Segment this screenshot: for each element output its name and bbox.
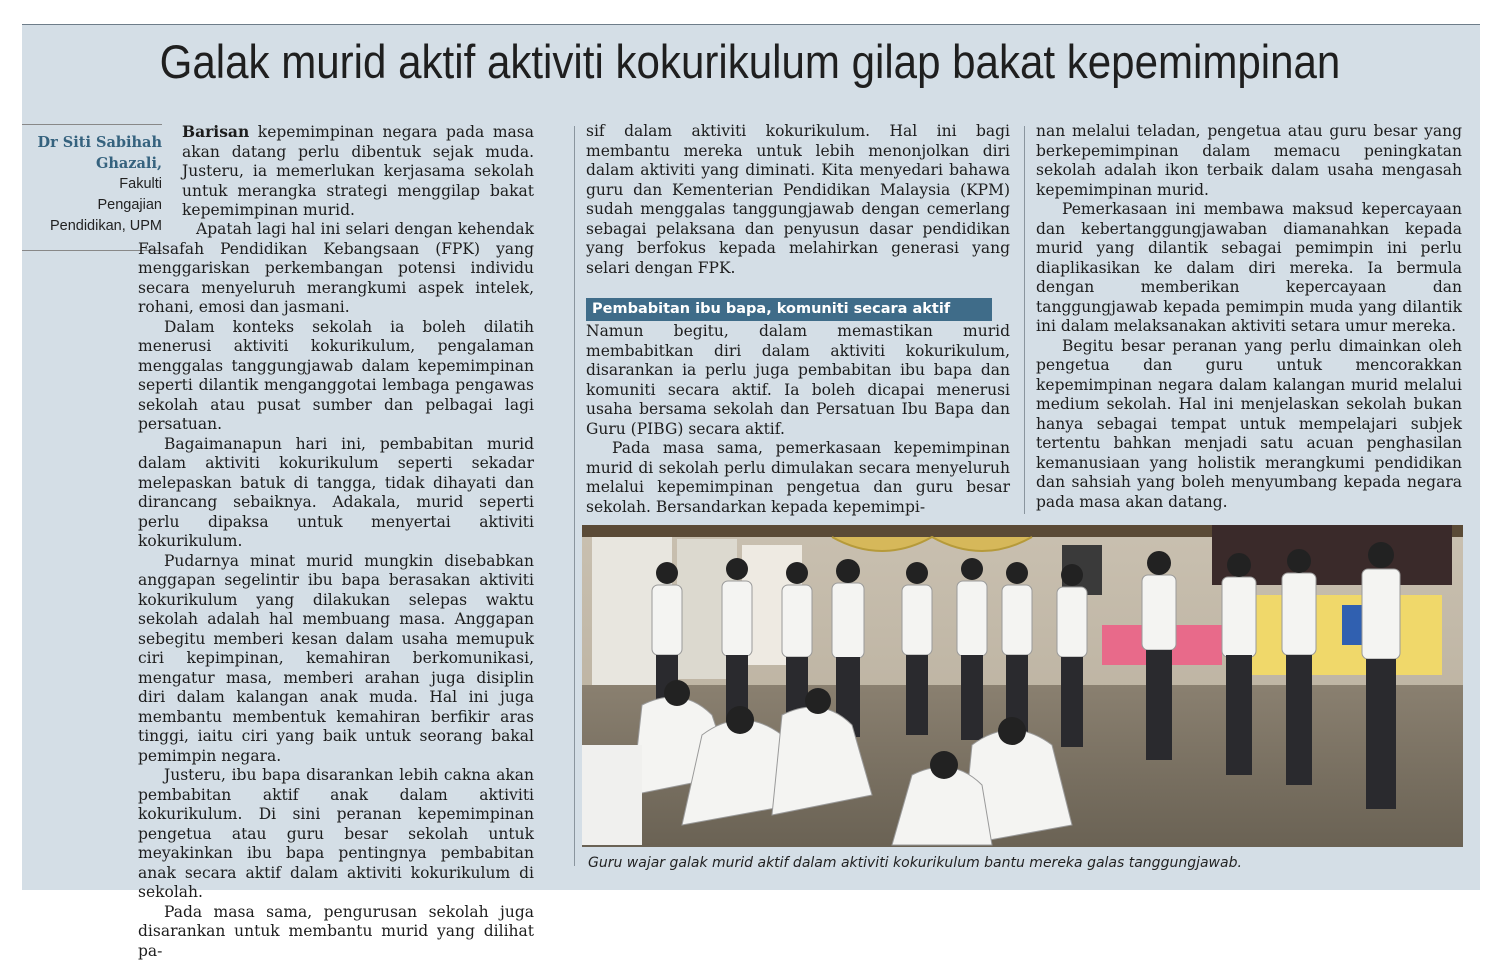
paragraph: Pemerkasaan ini membawa maksud kepercayaan dan kebertanggungjawaban diamanahkan kepada murid yang dilantik sebagai pemimpin ini perlu diaplikasikan ke dalam diri mereka. Ia bermula dengan memberikan kepercayaan dan tanggungjawab kepada pemimpin muda yang dilantik ini dalam melaksanakan aktiviti setara umur mereka.	[1036, 200, 1462, 337]
lead-word: Barisan	[182, 122, 249, 141]
paragraph: nan melalui teladan, pengetua atau guru besar yang berkepemimpinan dalam memacu peningkatan sekolah adalah ikon terbaik dalam usaha mengasah kepemimpinan murid.	[1036, 122, 1462, 200]
column-1-top	[182, 122, 534, 221]
author-rule-top	[22, 124, 162, 125]
paragraph: Justeru, ibu bapa disarankan lebih cakna akan pembabitan aktif anak dalam aktiviti kokurikulum. Di sini peranan kepemimpinan pengetua atau guru besar sekolah untuk meyakinkan ibu bapa pentingnya pembabitan anak secara aktif dalam aktiviti kokurikulum di sekolah.	[138, 766, 534, 903]
paragraph: sif dalam aktiviti kokurikulum. Hal ini bagi membantu mereka untuk lebih menonjolkan diri dalam aktiviti yang diminati. Kita menyedari bahawa guru dan Kementerian Pendidikan Malaysia (KPM) sudah menggalas tanggungjawab dengan cemerlang sebagai pelaksana dan penyusun dasar pendidikan yang berfokus kepada melahirkan generasi yang selari dengan FPK.	[586, 122, 1010, 278]
author-affiliation-line3: Pendidikan, UPM	[28, 216, 162, 237]
paragraph: Dalam konteks sekolah ia boleh dilatih menerusi aktiviti kokurikulum, pengalaman menggalas tanggungjawab dalam kepemimpinan seperti dilantik menganggotai lembaga pengawas sekolah atau pusat sumber dan pelbagai lagi persatuan.	[138, 318, 534, 435]
author-affiliation-line1: Fakulti	[28, 174, 162, 195]
column-divider-2	[1024, 126, 1025, 514]
paragraph: Pada masa sama, pengurusan sekolah juga disarankan untuk membantu murid yang dilihat pa-	[138, 903, 534, 961]
paragraph: Namun begitu, dalam memastikan murid membabitkan diri dalam aktiviti kokurikulum, disarankan ia perlu juga pembabitan ibu bapa dan komuniti secara aktif. Ia boleh dicapai menerusi usaha bersama sekolah dan Persatuan Ibu Bapa dan Guru (PIBG) secara aktif.	[586, 322, 1010, 439]
paragraph: Pada masa sama, pemerkasaan kepemimpinan murid di sekolah perlu dimulakan secara menyeluruh melalui kepemimpinan pengetua dan guru besar sekolah. Bersandarkan kepada kepemimpi-	[586, 439, 1010, 517]
photo-caption: Guru wajar galak murid aktif dalam aktiviti kokurikulum bantu mereka galas tanggungjawab.	[588, 855, 1242, 871]
paragraph: Begitu besar peranan yang perlu dimainkan oleh pengetua dan guru untuk mencorakkan kepemimpinan negara dalam kalangan murid melalui medium sekolah. Hal ini menjelaskan sekolah bukan hanya sebagai tempat untuk mempelajari subjek tertentu bahkan menjadi satu acuan penghasilan kemanusiaan yang holistik merangkumi pendidikan dan sahsiah yang boleh menyumbang kepada negara pada masa akan datang.	[1036, 337, 1462, 513]
column-2-bottom	[586, 322, 1010, 517]
paragraph: Bagaimanapun hari ini, pembabitan murid dalam aktiviti kokurikulum seperti sekadar melepaskan batuk di tangga, tidak dihayati dan dirancang sebaiknya. Adakala, murid seperti perlu dipaksa untuk menyertai aktiviti kokurikulum.	[138, 435, 534, 552]
column-2-top	[586, 122, 1010, 278]
article-photo	[582, 525, 1463, 847]
author-name-line2: Ghazali,	[28, 153, 162, 174]
author-affiliation-line2: Pengajian	[28, 195, 162, 216]
author-name-line1: Dr Siti Sabihah	[28, 132, 162, 153]
section-subheading: Pembabitan ibu bapa, komuniti secara aktif	[586, 298, 992, 321]
headline: Galak murid aktif aktiviti kokurikulum gilap bakat kepemimpinan	[79, 32, 1422, 92]
column-divider-1	[574, 126, 575, 866]
column-3	[1036, 122, 1462, 512]
paragraph: Apatah lagi hal ini selari dengan kehendak Falsafah Pendidikan Kebangsaan (FPK) yang menggariskan perkembangan potensi individu secara menyeluruh merangkumi aspek intelek, rohani, emosi dan jasmani.	[138, 220, 534, 318]
paragraph: Pudarnya minat murid mungkin disebabkan anggapan segelintir ibu bapa berasakan aktiviti kokurikulum yang dilakukan selepas waktu sekolah adalah hal membuang masa. Anggapan sebegitu memberi kesan dalam usaha memupuk ciri kepimpinan, kemahiran berkomunikasi, mengatur masa, memberi arahan juga disiplin diri dalam kalangan anak muda. Hal ini juga membantu membentuk kemahiran berfikir aras tinggi, iaitu ciri yang baik untuk seorang bakal pemimpin negara.	[138, 552, 534, 767]
top-rule	[22, 24, 1480, 25]
paragraph-text: kepemimpinan negara pada masa akan datang perlu dibentuk sejak muda. Justeru, ia memerlukan kerjasama sekolah untuk merangka strategi menggilap bakat kepemimpinan murid.	[182, 123, 534, 219]
paragraph	[182, 122, 534, 221]
column-1	[138, 220, 534, 961]
photo-illustration	[582, 525, 1463, 847]
